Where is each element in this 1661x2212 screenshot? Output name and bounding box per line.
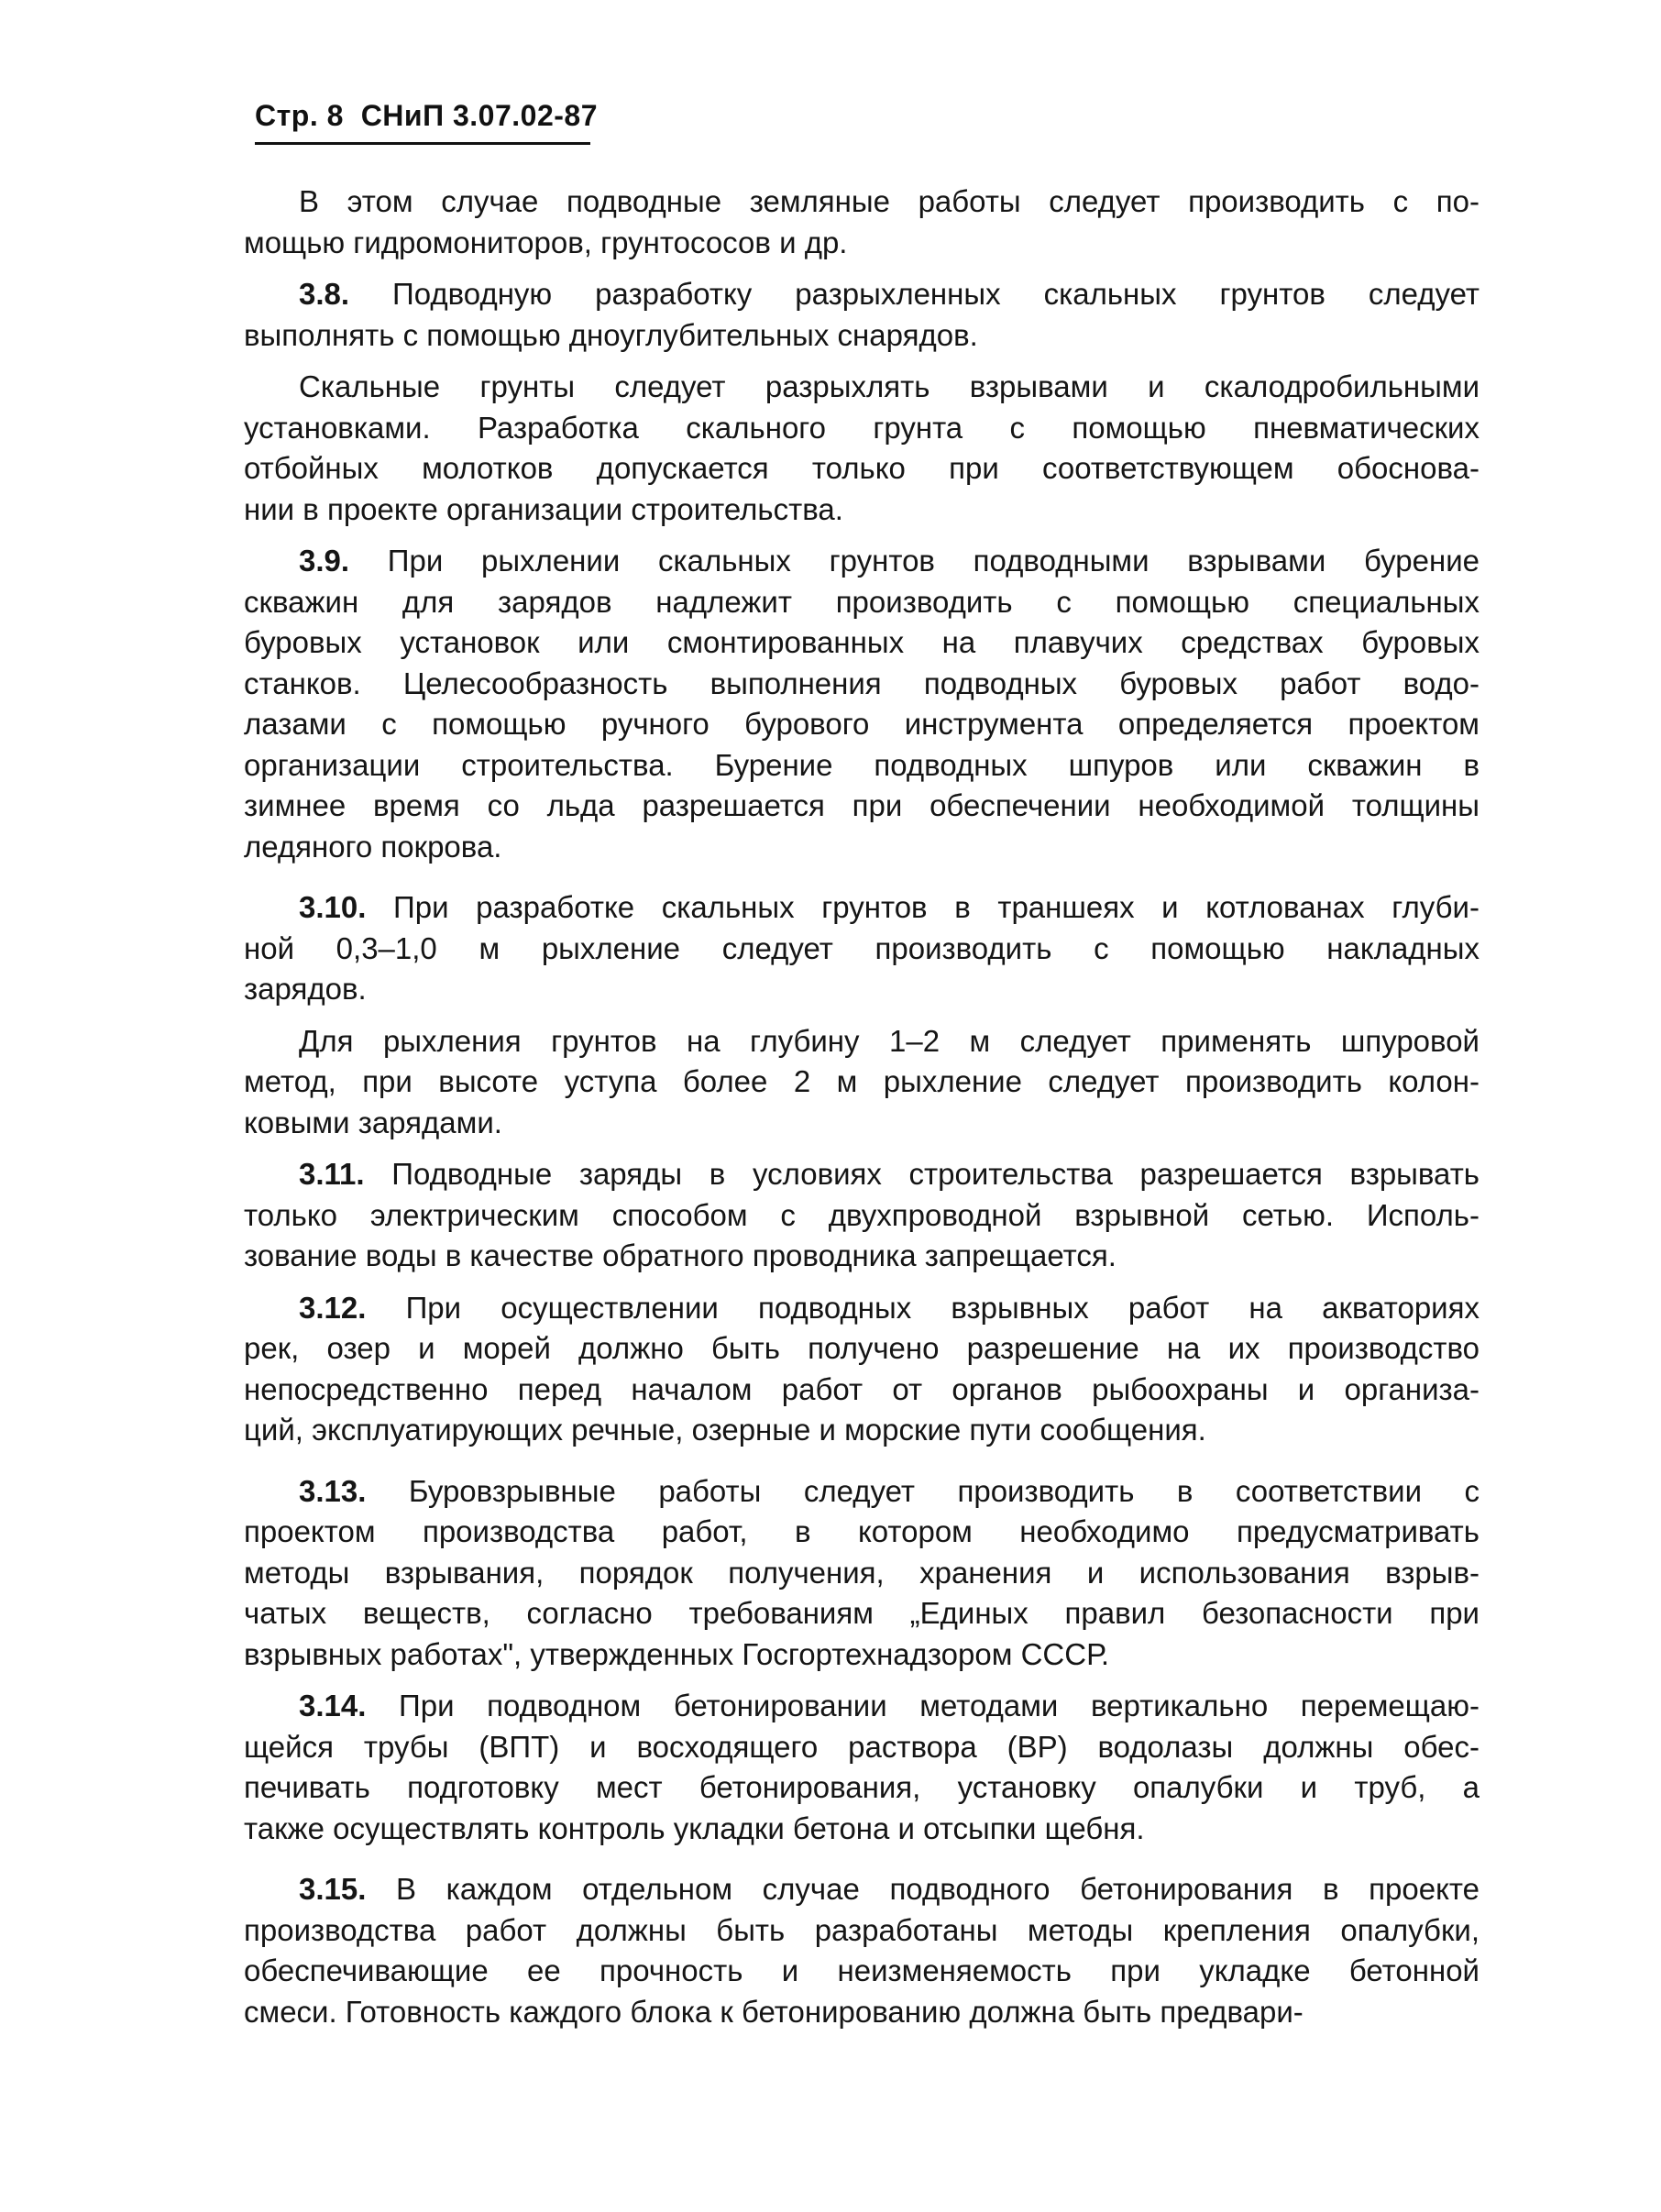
line-text: При рыхлении скальных грунтов подводными взрывами бурение — [387, 544, 1480, 578]
text-line — [244, 367, 1480, 408]
text-line — [244, 1553, 1480, 1594]
line-text: станков. Целесообразность выполнения подводных буровых работ водо- — [244, 666, 1480, 700]
text-line — [244, 1992, 1480, 2033]
line-text: ций, эксплуатирующих речные, озерные и морские пути сообщения. — [244, 1413, 1206, 1447]
clause-number: 3.8. — [299, 277, 350, 311]
text-line — [244, 1471, 1480, 1513]
clause-3-14 — [244, 1686, 1480, 1849]
text-line — [244, 664, 1480, 705]
line-text: рек, озер и морей должно быть получено разрешение на их производство — [244, 1331, 1480, 1365]
line-text: обеспечивающие ее прочность и неизменяемость при укладке бетонной — [244, 1953, 1480, 1987]
text-line — [244, 1869, 1480, 1910]
line-text: выполнять с помощью дноуглубительных снарядов. — [244, 317, 978, 352]
clause-3-13 — [244, 1471, 1480, 1676]
line-text: скважин для зарядов надлежит производить с помощью специальных — [244, 584, 1480, 619]
line-text: проектом производства работ, в котором необходимо предусматривать — [244, 1514, 1480, 1548]
text-line — [244, 1767, 1480, 1809]
text-line — [244, 622, 1480, 664]
line-text: смеси. Готовность каждого блока к бетонированию должна быть предвари- — [244, 1994, 1304, 2029]
line-text: мощью гидромониторов, грунтососов и др. — [244, 225, 848, 259]
text-line — [244, 274, 1480, 315]
clause-number: 3.14. — [299, 1689, 367, 1722]
line-text: В каждом отдельном случае подводного бетонирования в проекте — [396, 1872, 1480, 1906]
text-line — [244, 315, 1480, 357]
line-text: зарядов. — [244, 972, 367, 1006]
line-text: лазами с помощью ручного бурового инструмента определяется проектом — [244, 707, 1480, 741]
line-text: Буровзрывные работы следует производить в соответствии с — [408, 1473, 1480, 1508]
text-line — [244, 887, 1480, 929]
paragraph — [244, 367, 1480, 530]
text-line — [244, 745, 1480, 787]
clause-number: 3.15. — [299, 1872, 367, 1906]
text-line — [244, 582, 1480, 623]
clause-3-12 — [244, 1288, 1480, 1451]
line-text: также осуществлять контроль укладки бетона и отсыпки щебня. — [244, 1810, 1145, 1845]
text-line — [244, 1154, 1480, 1195]
text-line — [244, 1727, 1480, 1768]
clause-3-11 — [244, 1154, 1480, 1277]
line-text: нии в проекте организации строительства. — [244, 491, 843, 526]
line-text: зимнее время со льда разрешается при обеспечении необходимой толщины — [244, 788, 1480, 822]
text-line — [244, 786, 1480, 827]
line-text: При подводном бетонировании методами вертикально перемещаю- — [399, 1689, 1480, 1722]
clause-3-15 — [244, 1869, 1480, 2032]
text-line — [244, 1410, 1480, 1451]
text-line — [244, 1951, 1480, 1992]
clause-3-10 — [244, 887, 1480, 1010]
text-line — [244, 490, 1480, 531]
line-text: ковыми зарядами. — [244, 1105, 502, 1139]
line-text: Для рыхления грунтов на глубину 1–2 м следует применять шпуровой — [299, 1023, 1480, 1058]
text-line — [244, 1910, 1480, 1952]
text-line — [244, 223, 1480, 264]
text-line — [244, 1809, 1480, 1850]
line-text: буровых установок или смонтированных на плавучих средствах буровых — [244, 625, 1480, 659]
line-text: Подводную разработку разрыхленных скальных грунтов следует — [392, 277, 1480, 311]
text-line — [244, 704, 1480, 745]
text-line — [244, 1593, 1480, 1634]
line-text: метод, при высоте уступа более 2 м рыхление следует производить колон- — [244, 1064, 1480, 1098]
line-text: только электрическим способом с двухпроводной взрывной сетью. Исполь- — [244, 1197, 1480, 1232]
text-line — [244, 929, 1480, 970]
text-line — [244, 1686, 1480, 1727]
clause-number: 3.9. — [299, 544, 350, 578]
text-line — [244, 1370, 1480, 1411]
line-text: производства работ должны быть разработаны методы крепления опалубки, — [244, 1912, 1480, 1947]
text-line — [244, 1236, 1480, 1277]
clause-number: 3.13. — [299, 1473, 367, 1508]
text-line — [244, 1512, 1480, 1553]
clause-3-8 — [244, 274, 1480, 356]
text-line — [244, 1062, 1480, 1103]
clause-number: 3.10. — [299, 890, 367, 924]
text-line — [244, 827, 1480, 868]
text-line — [244, 408, 1480, 449]
line-text: организации строительства. Бурение подводных шпуров или скважин в — [244, 747, 1480, 782]
paragraph — [244, 1021, 1480, 1144]
line-text: чатых веществ, согласно требованиям „Единых правил безопасности при — [244, 1596, 1480, 1630]
document-body — [244, 182, 1480, 2032]
line-text: Подводные заряды в условиях строительства разрешается взрывать — [391, 1157, 1480, 1191]
line-text: печивать подготовку мест бетонирования, установку опалубки и труб, а — [244, 1770, 1480, 1804]
page-header — [255, 99, 598, 145]
line-text: ледяного покрова. — [244, 829, 502, 864]
text-line — [244, 1103, 1480, 1144]
page-label: Стр. 8 — [255, 99, 344, 132]
line-text: При осуществлении подводных взрывных работ на акваториях — [405, 1290, 1480, 1325]
text-line — [244, 541, 1480, 582]
line-text: зование воды в качестве обратного проводника запрещается. — [244, 1238, 1116, 1272]
line-text: Скальные грунты следует разрыхлять взрывами и скалодробильными — [299, 369, 1480, 403]
line-text: непосредственно перед началом работ от органов рыбоохраны и организа- — [244, 1371, 1480, 1406]
text-line — [244, 1328, 1480, 1370]
line-text: При разработке скальных грунтов в траншеях и котлованах глуби- — [393, 890, 1480, 924]
text-line — [244, 1288, 1480, 1329]
text-line — [244, 1021, 1480, 1062]
line-text: ной 0,3–1,0 м рыхление следует производить с помощью накладных — [244, 930, 1480, 965]
text-line — [244, 969, 1480, 1010]
paragraph — [244, 182, 1480, 263]
text-line — [244, 448, 1480, 490]
line-text: установками. Разработка скального грунта с помощью пневматических — [244, 410, 1480, 445]
text-line — [244, 1634, 1480, 1676]
clause-number: 3.12. — [299, 1290, 367, 1325]
document-code: СНиП 3.07.02-87 — [360, 99, 598, 132]
line-text: методы взрывания, порядок получения, хранения и использования взрыв- — [244, 1555, 1480, 1590]
line-text: взрывных работах", утвержденных Госгортехнадзором СССР. — [244, 1636, 1110, 1671]
clause-3-9 — [244, 541, 1480, 867]
line-text: щейся трубы (ВПТ) и восходящего раствора (ВР) водолазы должны обес- — [244, 1729, 1480, 1764]
line-text: отбойных молотков допускается только при соответствующем обоснова- — [244, 451, 1480, 485]
clause-number: 3.11. — [299, 1157, 365, 1191]
line-text: В этом случае подводные земляные работы следует производить с по- — [299, 184, 1480, 218]
text-line — [244, 182, 1480, 223]
text-line — [244, 1195, 1480, 1237]
